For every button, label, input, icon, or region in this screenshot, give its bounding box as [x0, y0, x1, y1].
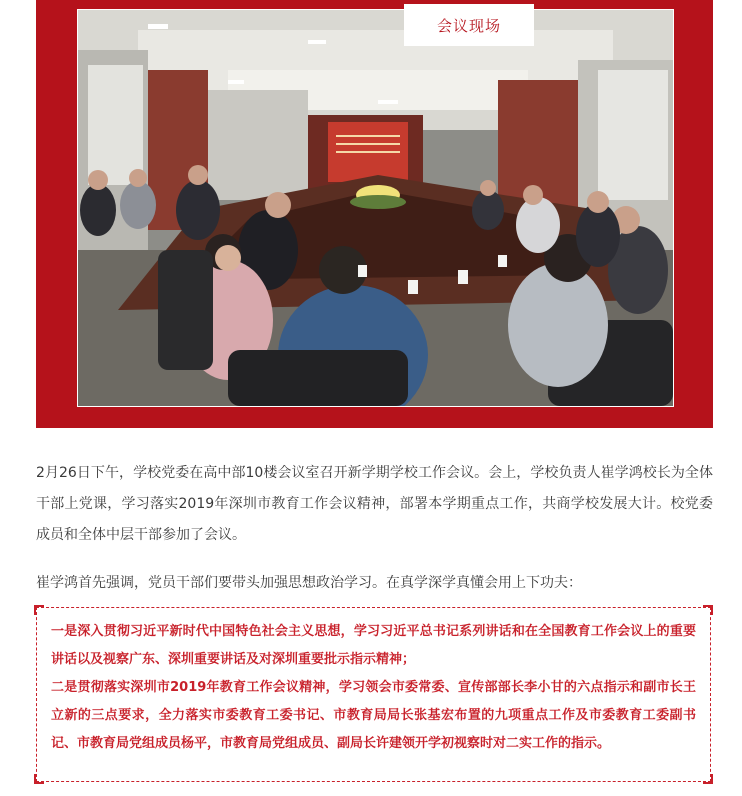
photo-caption: 会议现场: [436, 16, 501, 35]
article-paragraph-1: 2月26日下午，学校党委在高中部10楼会议室召开新学期学校工作会议。会上，学校负责人崔学鸿校长为全体干部上党课，学习落实2019年深圳市教育工作会议精神，部署本学期重点工作，共商学校发展大计。校党委成员和全体中层干部参加了会议。: [36, 465, 713, 543]
corner-decoration: [703, 774, 713, 784]
key-points-text: [37, 608, 710, 758]
article-paragraph-2: 崔学鸿首先强调，党员干部们要带头加强思想政治学习。在真学深学真懂会用上下功夫：: [36, 575, 582, 591]
photo-banner: [36, 0, 713, 428]
corner-decoration: [703, 605, 713, 615]
corner-decoration: [34, 605, 44, 615]
key-point-1: 一是深入贯彻习近平新时代中国特色社会主义思想，学习习近平总书记系列讲话和在全国教育工作会议上的重要讲话以及视察广东、深圳重要讲话及对深圳重要批示指示精神；: [51, 624, 696, 667]
key-point-2: 二是贯彻落实深圳市2019年教育工作会议精神，学习领会市委常委、宣传部部长李小甘的六点指示和副市长王立新的三点要求，全力落实市委教育工委书记、市教育局局长张基宏布置的九项重点工作及市委教育工委副书记、市教育局党组成员杨平，市教育局党组成员、副局长许建领开学初视察时对二实工作的指示。: [51, 680, 696, 751]
meeting-photo: [77, 9, 674, 407]
photo-caption-tag: [404, 4, 534, 46]
key-points-box: [36, 607, 711, 782]
meeting-room-illustration: [78, 10, 673, 406]
corner-decoration: [34, 774, 44, 784]
